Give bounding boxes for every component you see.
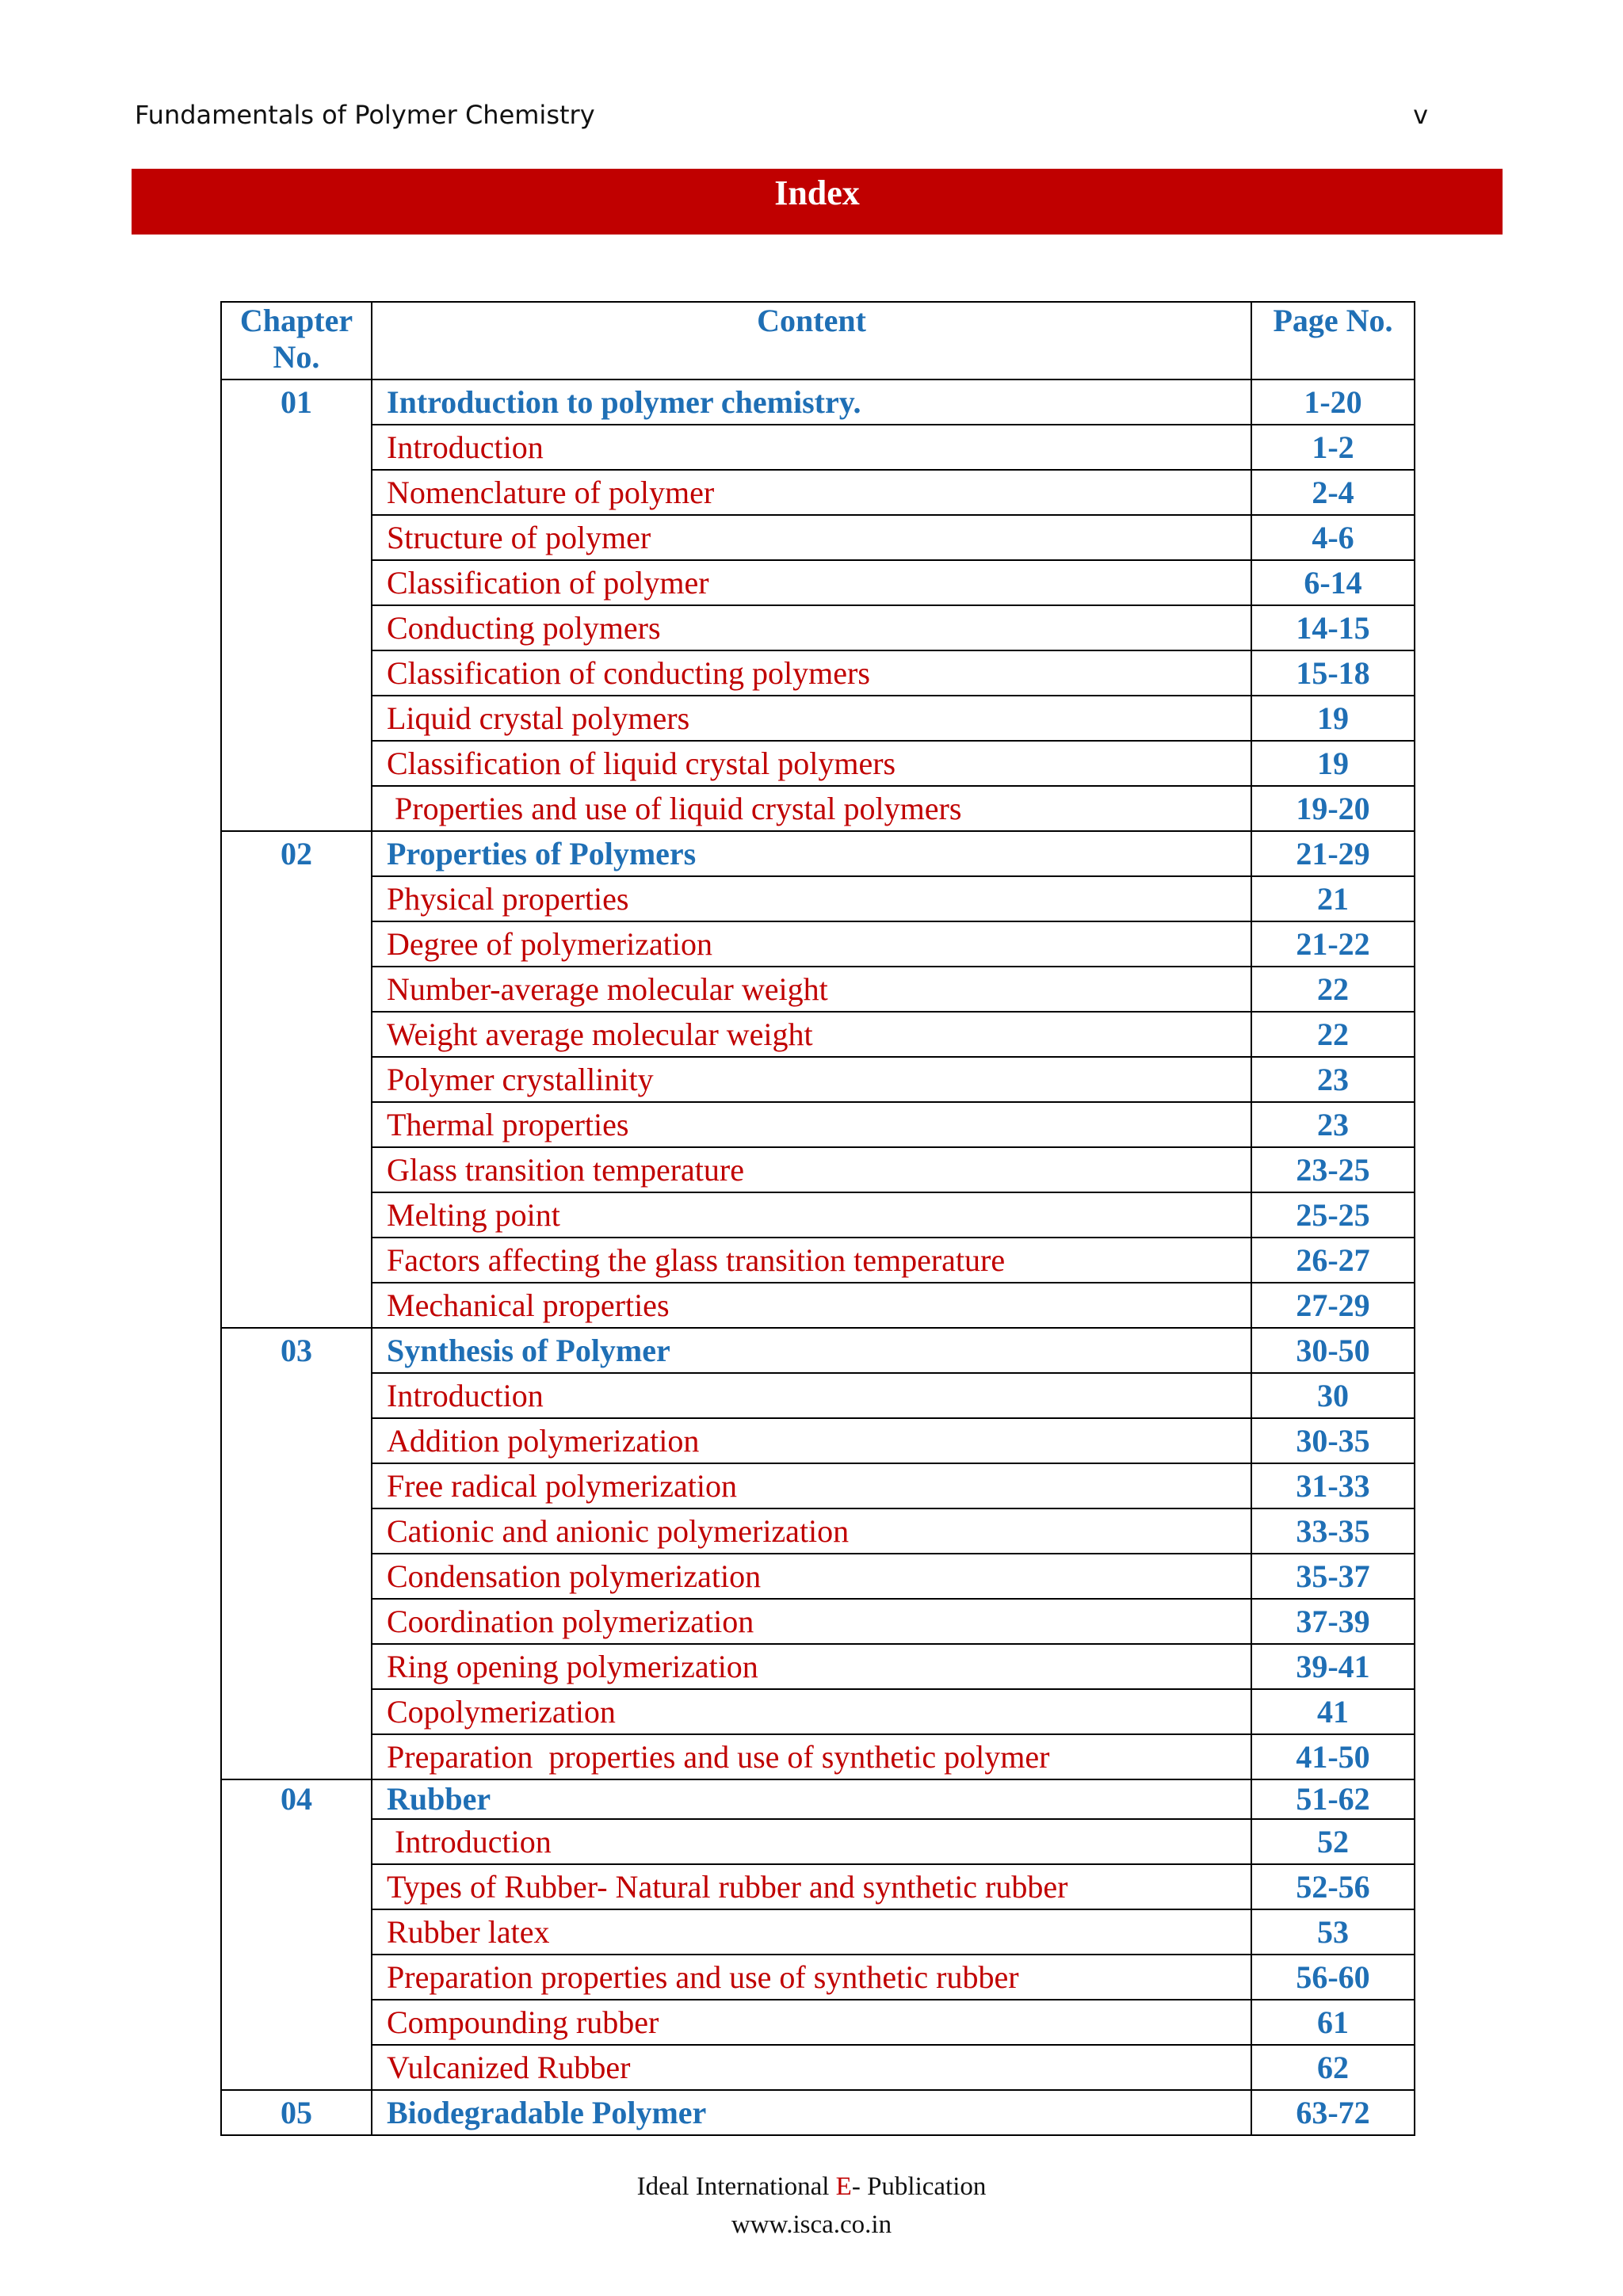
header-chapter-no: Chapter No. — [221, 302, 372, 379]
section-title: Degree of polymerization — [372, 921, 1251, 967]
section-row — [221, 425, 1415, 470]
chapter-row — [221, 1328, 1415, 1373]
section-title: Vulcanized Rubber — [372, 2045, 1251, 2090]
section-row — [221, 1012, 1415, 1057]
page-footer — [0, 2168, 1623, 2244]
section-page-range: 6-14 — [1251, 560, 1415, 605]
chapter-title: Introduction to polymer chemistry. — [372, 379, 1251, 425]
chapter-row — [221, 1779, 1415, 1819]
section-page-range: 41-50 — [1251, 1734, 1415, 1779]
section-page-range: 25-25 — [1251, 1192, 1415, 1238]
section-row — [221, 2000, 1415, 2045]
chapter-page-range: 63-72 — [1251, 2090, 1415, 2135]
section-title: Copolymerization — [372, 1689, 1251, 1734]
section-title: Weight average molecular weight — [372, 1012, 1251, 1057]
section-row — [221, 1057, 1415, 1102]
section-page-range: 61 — [1251, 2000, 1415, 2045]
section-row — [221, 1819, 1415, 1864]
section-row — [221, 1238, 1415, 1283]
section-title: Compounding rubber — [372, 2000, 1251, 2045]
book-title: Fundamentals of Polymer Chemistry — [135, 100, 595, 130]
section-row — [221, 1689, 1415, 1734]
section-title: Types of Rubber- Natural rubber and synthetic rubber — [372, 1864, 1251, 1909]
section-row — [221, 1283, 1415, 1328]
section-title: Physical properties — [372, 876, 1251, 921]
section-title: Introduction — [372, 1819, 1251, 1864]
section-page-range: 37-39 — [1251, 1599, 1415, 1644]
section-row — [221, 696, 1415, 741]
section-row — [221, 1644, 1415, 1689]
section-page-range: 21-22 — [1251, 921, 1415, 967]
section-row — [221, 1955, 1415, 2000]
publisher-name-start: Ideal International — [636, 2172, 836, 2201]
section-page-range: 26-27 — [1251, 1238, 1415, 1283]
chapter-row — [221, 2090, 1415, 2135]
page-number: v — [1413, 100, 1428, 130]
section-page-range: 2-4 — [1251, 470, 1415, 515]
section-title: Free radical polymerization — [372, 1463, 1251, 1508]
chapter-row — [221, 379, 1415, 425]
section-page-range: 19 — [1251, 696, 1415, 741]
section-row — [221, 1864, 1415, 1909]
publisher-name-end: - Publication — [851, 2172, 987, 2201]
index-title: Index — [774, 174, 860, 212]
section-row — [221, 1192, 1415, 1238]
section-page-range: 31-33 — [1251, 1463, 1415, 1508]
section-page-range: 27-29 — [1251, 1283, 1415, 1328]
section-page-range: 35-37 — [1251, 1554, 1415, 1599]
chapter-number: 02 — [221, 831, 372, 1328]
section-row — [221, 1102, 1415, 1147]
publisher-website: www.isca.co.in — [731, 2210, 892, 2239]
index-banner — [132, 169, 1503, 235]
section-page-range: 19 — [1251, 741, 1415, 786]
section-title: Preparation properties and use of synthetic polymer — [372, 1734, 1251, 1779]
section-title: Structure of polymer — [372, 515, 1251, 560]
section-title: Cationic and anionic polymerization — [372, 1508, 1251, 1554]
section-page-range: 23 — [1251, 1102, 1415, 1147]
section-title: Nomenclature of polymer — [372, 470, 1251, 515]
section-row — [221, 741, 1415, 786]
section-page-range: 41 — [1251, 1689, 1415, 1734]
section-title: Coordination polymerization — [372, 1599, 1251, 1644]
section-row — [221, 470, 1415, 515]
section-row — [221, 876, 1415, 921]
section-title: Rubber latex — [372, 1909, 1251, 1955]
section-row — [221, 1909, 1415, 1955]
index-table — [220, 301, 1415, 2136]
section-title: Classification of conducting polymers — [372, 650, 1251, 696]
section-page-range: 33-35 — [1251, 1508, 1415, 1554]
section-page-range: 56-60 — [1251, 1955, 1415, 2000]
chapter-page-range: 1-20 — [1251, 379, 1415, 425]
section-title: Condensation polymerization — [372, 1554, 1251, 1599]
section-row — [221, 921, 1415, 967]
section-title: Conducting polymers — [372, 605, 1251, 650]
section-page-range: 30-35 — [1251, 1418, 1415, 1463]
section-row — [221, 605, 1415, 650]
header-content: Content — [372, 302, 1251, 379]
section-row — [221, 967, 1415, 1012]
section-title: Thermal properties — [372, 1102, 1251, 1147]
section-row — [221, 650, 1415, 696]
chapter-page-range: 21-29 — [1251, 831, 1415, 876]
chapter-number: 03 — [221, 1328, 372, 1779]
section-row — [221, 1418, 1415, 1463]
section-title: Melting point — [372, 1192, 1251, 1238]
chapter-number: 05 — [221, 2090, 372, 2135]
chapter-row — [221, 831, 1415, 876]
section-page-range: 39-41 — [1251, 1644, 1415, 1689]
section-title: Mechanical properties — [372, 1283, 1251, 1328]
section-title: Liquid crystal polymers — [372, 696, 1251, 741]
chapter-title: Biodegradable Polymer — [372, 2090, 1251, 2135]
section-row — [221, 560, 1415, 605]
section-page-range: 52-56 — [1251, 1864, 1415, 1909]
section-page-range: 23-25 — [1251, 1147, 1415, 1192]
section-title: Properties and use of liquid crystal polymers — [372, 786, 1251, 831]
section-title: Introduction — [372, 425, 1251, 470]
section-page-range: 19-20 — [1251, 786, 1415, 831]
section-page-range: 52 — [1251, 1819, 1415, 1864]
section-page-range: 1-2 — [1251, 425, 1415, 470]
chapter-page-range: 30-50 — [1251, 1328, 1415, 1373]
section-row — [221, 1463, 1415, 1508]
section-title: Polymer crystallinity — [372, 1057, 1251, 1102]
section-title: Classification of polymer — [372, 560, 1251, 605]
section-page-range: 4-6 — [1251, 515, 1415, 560]
section-row — [221, 1554, 1415, 1599]
chapter-title: Properties of Polymers — [372, 831, 1251, 876]
header-page-no: Page No. — [1251, 302, 1415, 379]
section-page-range: 22 — [1251, 967, 1415, 1012]
section-page-range: 22 — [1251, 1012, 1415, 1057]
table-header-row — [221, 302, 1415, 379]
section-page-range: 15-18 — [1251, 650, 1415, 696]
section-title: Factors affecting the glass transition temperature — [372, 1238, 1251, 1283]
section-row — [221, 1147, 1415, 1192]
chapter-number: 01 — [221, 379, 372, 831]
section-title: Glass transition temperature — [372, 1147, 1251, 1192]
chapter-number: 04 — [221, 1779, 372, 2090]
running-head — [135, 100, 1428, 135]
chapter-page-range: 51-62 — [1251, 1779, 1415, 1819]
section-page-range: 53 — [1251, 1909, 1415, 1955]
section-row — [221, 515, 1415, 560]
chapter-title: Rubber — [372, 1779, 1251, 1819]
section-title: Preparation properties and use of synthetic rubber — [372, 1955, 1251, 2000]
section-title: Ring opening polymerization — [372, 1644, 1251, 1689]
section-page-range: 23 — [1251, 1057, 1415, 1102]
section-row — [221, 786, 1415, 831]
section-title: Addition polymerization — [372, 1418, 1251, 1463]
section-title: Classification of liquid crystal polymers — [372, 741, 1251, 786]
chapter-title: Synthesis of Polymer — [372, 1328, 1251, 1373]
section-title: Number-average molecular weight — [372, 967, 1251, 1012]
section-page-range: 14-15 — [1251, 605, 1415, 650]
section-row — [221, 1734, 1415, 1779]
publisher-line — [0, 2168, 1623, 2206]
section-page-range: 30 — [1251, 1373, 1415, 1418]
section-page-range: 62 — [1251, 2045, 1415, 2090]
publisher-accent-letter: E — [835, 2172, 852, 2201]
section-title: Introduction — [372, 1373, 1251, 1418]
section-row — [221, 1373, 1415, 1418]
section-row — [221, 1508, 1415, 1554]
index-table-body — [221, 379, 1415, 2135]
section-row — [221, 2045, 1415, 2090]
section-page-range: 21 — [1251, 876, 1415, 921]
section-row — [221, 1599, 1415, 1644]
